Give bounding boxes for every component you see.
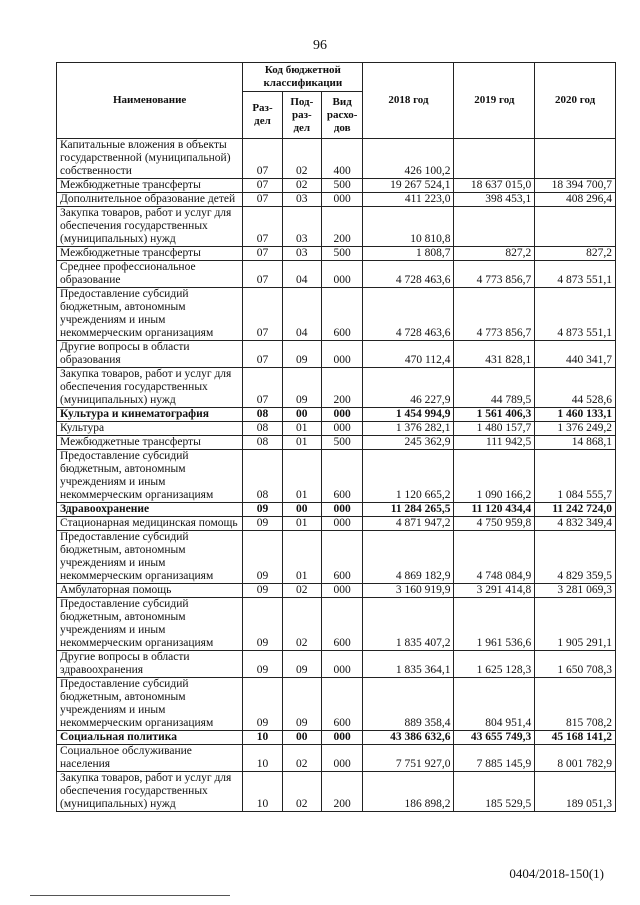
table-row — [57, 731, 616, 745]
cell-name: Межбюджетные трансферты — [57, 436, 243, 450]
cell-vid-raskhodov: 200 — [321, 368, 362, 408]
cell-name: Межбюджетные трансферты — [57, 179, 243, 193]
header-razdel: Раз-дел — [243, 92, 282, 139]
cell-2020: 4 829 359,5 — [535, 531, 616, 584]
cell-vid-raskhodov: 200 — [321, 772, 362, 812]
table-row — [57, 193, 616, 207]
cell-name: Капитальные вложения в объекты государственной (муниципальной) собственности — [57, 139, 243, 179]
cell-vid-raskhodov: 600 — [321, 678, 362, 731]
cell-name: Предоставление субсидий бюджетным, автономным учреждениям и иным некоммерческим организациям — [57, 450, 243, 503]
cell-razdel: 10 — [243, 772, 282, 812]
table-body — [57, 139, 616, 812]
cell-razdel: 07 — [243, 179, 282, 193]
cell-podrazdel: 09 — [282, 678, 321, 731]
cell-2018: 1 376 282,1 — [363, 422, 454, 436]
table-row — [57, 503, 616, 517]
cell-vid-raskhodov: 000 — [321, 584, 362, 598]
cell-2019: 185 529,5 — [454, 772, 535, 812]
cell-vid-raskhodov: 600 — [321, 531, 362, 584]
cell-2019: 1 961 536,6 — [454, 598, 535, 651]
cell-2018: 4 728 463,6 — [363, 288, 454, 341]
table-row — [57, 422, 616, 436]
cell-2020: 4 873 551,1 — [535, 261, 616, 288]
cell-razdel: 07 — [243, 261, 282, 288]
cell-2019 — [454, 207, 535, 247]
cell-razdel: 07 — [243, 207, 282, 247]
cell-2020: 44 528,6 — [535, 368, 616, 408]
cell-podrazdel: 00 — [282, 408, 321, 422]
header-2018: 2018 год — [363, 63, 454, 139]
cell-2020: 8 001 782,9 — [535, 745, 616, 772]
budget-table — [56, 62, 616, 812]
cell-2018: 46 227,9 — [363, 368, 454, 408]
cell-name: Закупка товаров, работ и услуг для обеспечения государственных (муниципальных) нужд — [57, 368, 243, 408]
cell-vid-raskhodov: 200 — [321, 207, 362, 247]
cell-razdel: 08 — [243, 422, 282, 436]
cell-2018: 1 120 665,2 — [363, 450, 454, 503]
cell-razdel: 07 — [243, 139, 282, 179]
cell-podrazdel: 01 — [282, 531, 321, 584]
cell-2018: 245 362,9 — [363, 436, 454, 450]
header-code-group: Код бюджетной классификации — [243, 63, 363, 92]
table-row — [57, 450, 616, 503]
table-row — [57, 247, 616, 261]
cell-2020: 4 832 349,4 — [535, 517, 616, 531]
cell-2020: 11 242 724,0 — [535, 503, 616, 517]
cell-name: Предоставление субсидий бюджетным, автономным учреждениям и иным некоммерческим организациям — [57, 288, 243, 341]
cell-name: Стационарная медицинская помощь — [57, 517, 243, 531]
cell-name: Социальная политика — [57, 731, 243, 745]
cell-podrazdel: 01 — [282, 517, 321, 531]
cell-vid-raskhodov: 600 — [321, 598, 362, 651]
cell-2019: 111 942,5 — [454, 436, 535, 450]
header-podrazdel: Под-раз-дел — [282, 92, 321, 139]
cell-2019: 1 480 157,7 — [454, 422, 535, 436]
cell-name: Другие вопросы в области здравоохранения — [57, 651, 243, 678]
cell-podrazdel: 02 — [282, 139, 321, 179]
table-row — [57, 368, 616, 408]
cell-podrazdel: 02 — [282, 584, 321, 598]
cell-2018: 889 358,4 — [363, 678, 454, 731]
cell-razdel: 08 — [243, 450, 282, 503]
cell-name: Межбюджетные трансферты — [57, 247, 243, 261]
cell-razdel: 09 — [243, 503, 282, 517]
cell-vid-raskhodov: 000 — [321, 651, 362, 678]
table-row — [57, 745, 616, 772]
cell-podrazdel: 01 — [282, 450, 321, 503]
cell-vid-raskhodov: 000 — [321, 745, 362, 772]
table-row — [57, 288, 616, 341]
cell-podrazdel: 02 — [282, 598, 321, 651]
cell-2020: 408 296,4 — [535, 193, 616, 207]
cell-2018: 4 869 182,9 — [363, 531, 454, 584]
cell-2019: 804 951,4 — [454, 678, 535, 731]
table-row — [57, 179, 616, 193]
header-vid: Вид расхо-дов — [321, 92, 362, 139]
cell-podrazdel: 01 — [282, 422, 321, 436]
cell-razdel: 10 — [243, 745, 282, 772]
cell-2019: 4 773 856,7 — [454, 261, 535, 288]
cell-podrazdel: 03 — [282, 247, 321, 261]
table-row — [57, 678, 616, 731]
table-row — [57, 772, 616, 812]
cell-2018: 186 898,2 — [363, 772, 454, 812]
cell-podrazdel: 03 — [282, 207, 321, 247]
cell-razdel: 09 — [243, 531, 282, 584]
cell-2020: 1 376 249,2 — [535, 422, 616, 436]
cell-razdel: 07 — [243, 341, 282, 368]
cell-podrazdel: 09 — [282, 651, 321, 678]
cell-2020: 14 868,1 — [535, 436, 616, 450]
cell-podrazdel: 00 — [282, 503, 321, 517]
cell-2018: 19 267 524,1 — [363, 179, 454, 193]
cell-podrazdel: 09 — [282, 341, 321, 368]
cell-2018: 1 835 364,1 — [363, 651, 454, 678]
cell-name: Закупка товаров, работ и услуг для обеспечения государственных (муниципальных) нужд — [57, 772, 243, 812]
cell-2020: 440 341,7 — [535, 341, 616, 368]
cell-razdel: 09 — [243, 517, 282, 531]
cell-2019: 1 561 406,3 — [454, 408, 535, 422]
cell-2019: 7 885 145,9 — [454, 745, 535, 772]
cell-2018: 1 454 994,9 — [363, 408, 454, 422]
cell-podrazdel: 01 — [282, 436, 321, 450]
cell-2019: 1 090 166,2 — [454, 450, 535, 503]
cell-vid-raskhodov: 000 — [321, 193, 362, 207]
cell-razdel: 07 — [243, 193, 282, 207]
cell-2018: 411 223,0 — [363, 193, 454, 207]
cell-2020 — [535, 207, 616, 247]
header-2019: 2019 год — [454, 63, 535, 139]
cell-2018: 11 284 265,5 — [363, 503, 454, 517]
cell-2020: 4 873 551,1 — [535, 288, 616, 341]
cell-name: Культура — [57, 422, 243, 436]
cell-vid-raskhodov: 600 — [321, 450, 362, 503]
cell-razdel: 09 — [243, 678, 282, 731]
cell-2018: 1 808,7 — [363, 247, 454, 261]
cell-vid-raskhodov: 500 — [321, 247, 362, 261]
cell-2019: 4 750 959,8 — [454, 517, 535, 531]
table-row — [57, 531, 616, 584]
header-2020: 2020 год — [535, 63, 616, 139]
table-row — [57, 139, 616, 179]
cell-razdel: 07 — [243, 247, 282, 261]
cell-razdel: 08 — [243, 408, 282, 422]
cell-razdel: 07 — [243, 288, 282, 341]
cell-name: Предоставление субсидий бюджетным, автономным учреждениям и иным некоммерческим организациям — [57, 531, 243, 584]
cell-2018: 3 160 919,9 — [363, 584, 454, 598]
cell-2020: 1 905 291,1 — [535, 598, 616, 651]
cell-name: Дополнительное образование детей — [57, 193, 243, 207]
cell-vid-raskhodov: 000 — [321, 408, 362, 422]
cell-vid-raskhodov: 000 — [321, 341, 362, 368]
cell-name: Предоставление субсидий бюджетным, автономным учреждениям и иным некоммерческим организациям — [57, 678, 243, 731]
cell-2020: 1 460 133,1 — [535, 408, 616, 422]
cell-podrazdel: 00 — [282, 731, 321, 745]
table-row — [57, 598, 616, 651]
document-code: 0404/2018-150(1) — [509, 866, 604, 881]
cell-2018: 1 835 407,2 — [363, 598, 454, 651]
table-row — [57, 341, 616, 368]
cell-2019 — [454, 139, 535, 179]
cell-2019: 1 625 128,3 — [454, 651, 535, 678]
table-row — [57, 408, 616, 422]
cell-2019: 18 637 015,0 — [454, 179, 535, 193]
cell-2019: 4 748 084,9 — [454, 531, 535, 584]
cell-podrazdel: 02 — [282, 745, 321, 772]
cell-razdel: 07 — [243, 368, 282, 408]
cell-razdel: 09 — [243, 651, 282, 678]
cell-podrazdel: 03 — [282, 193, 321, 207]
cell-2019: 43 655 749,3 — [454, 731, 535, 745]
cell-razdel: 09 — [243, 584, 282, 598]
table-row — [57, 261, 616, 288]
cell-podrazdel: 09 — [282, 368, 321, 408]
cell-2020: 1 650 708,3 — [535, 651, 616, 678]
cell-2019: 44 789,5 — [454, 368, 535, 408]
cell-name: Другие вопросы в области образования — [57, 341, 243, 368]
table-row — [57, 517, 616, 531]
cell-2020: 18 394 700,7 — [535, 179, 616, 193]
cell-razdel: 09 — [243, 598, 282, 651]
cell-name: Закупка товаров, работ и услуг для обеспечения государственных (муниципальных) нужд — [57, 207, 243, 247]
cell-2020: 815 708,2 — [535, 678, 616, 731]
cell-2018: 43 386 632,6 — [363, 731, 454, 745]
cell-2020: 1 084 555,7 — [535, 450, 616, 503]
cell-vid-raskhodov: 500 — [321, 179, 362, 193]
cell-vid-raskhodov: 600 — [321, 288, 362, 341]
cell-vid-raskhodov: 000 — [321, 422, 362, 436]
cell-2018: 7 751 927,0 — [363, 745, 454, 772]
cell-podrazdel: 02 — [282, 179, 321, 193]
cell-2020 — [535, 139, 616, 179]
cell-2018: 426 100,2 — [363, 139, 454, 179]
cell-name: Социальное обслуживание населения — [57, 745, 243, 772]
cell-podrazdel: 04 — [282, 288, 321, 341]
cell-2019: 827,2 — [454, 247, 535, 261]
cell-vid-raskhodov: 000 — [321, 517, 362, 531]
bottom-divider — [30, 895, 230, 896]
cell-vid-raskhodov: 000 — [321, 503, 362, 517]
cell-vid-raskhodov: 400 — [321, 139, 362, 179]
page-number: 96 — [313, 38, 327, 53]
cell-name: Культура и кинематография — [57, 408, 243, 422]
cell-2020: 827,2 — [535, 247, 616, 261]
cell-2019: 431 828,1 — [454, 341, 535, 368]
cell-razdel: 10 — [243, 731, 282, 745]
cell-vid-raskhodov: 000 — [321, 261, 362, 288]
cell-name: Предоставление субсидий бюджетным, автономным учреждениям и иным некоммерческим организациям — [57, 598, 243, 651]
table-row — [57, 207, 616, 247]
cell-2020: 3 281 069,3 — [535, 584, 616, 598]
cell-vid-raskhodov: 500 — [321, 436, 362, 450]
header-name: Наименование — [57, 63, 243, 139]
cell-2020: 45 168 141,2 — [535, 731, 616, 745]
cell-2019: 11 120 434,4 — [454, 503, 535, 517]
cell-2019: 398 453,1 — [454, 193, 535, 207]
cell-2018: 470 112,4 — [363, 341, 454, 368]
cell-2019: 4 773 856,7 — [454, 288, 535, 341]
table-row — [57, 651, 616, 678]
cell-podrazdel: 02 — [282, 772, 321, 812]
cell-name: Амбулаторная помощь — [57, 584, 243, 598]
cell-2018: 10 810,8 — [363, 207, 454, 247]
cell-vid-raskhodov: 000 — [321, 731, 362, 745]
cell-razdel: 08 — [243, 436, 282, 450]
cell-2020: 189 051,3 — [535, 772, 616, 812]
cell-2018: 4 728 463,6 — [363, 261, 454, 288]
cell-name: Среднее профессиональное образование — [57, 261, 243, 288]
cell-2018: 4 871 947,2 — [363, 517, 454, 531]
cell-2019: 3 291 414,8 — [454, 584, 535, 598]
cell-podrazdel: 04 — [282, 261, 321, 288]
table-row — [57, 436, 616, 450]
cell-name: Здравоохранение — [57, 503, 243, 517]
table-row — [57, 584, 616, 598]
